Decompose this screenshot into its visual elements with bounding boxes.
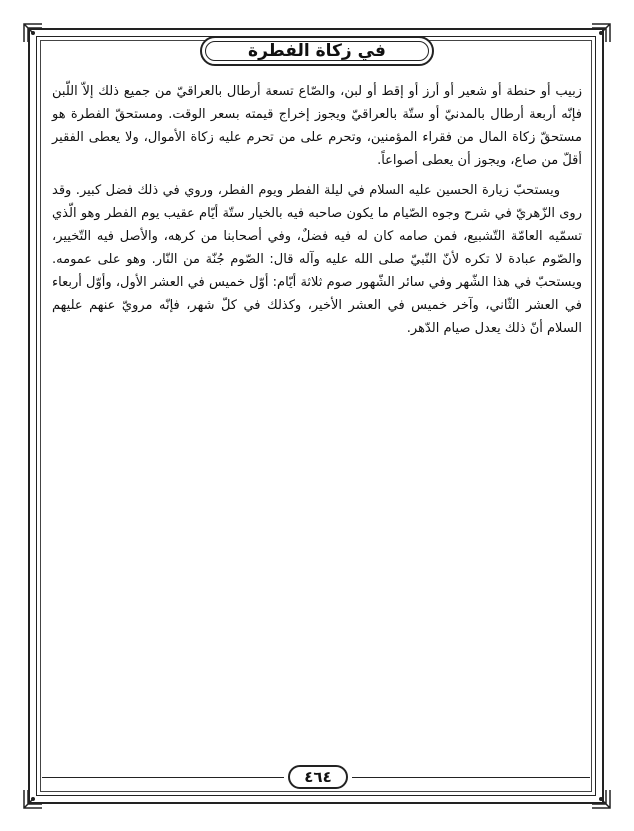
chapter-title-cartouche: [200, 36, 434, 66]
corner-ornament-top-left: [22, 22, 44, 44]
paragraph-1: زبيب أو حنطة أو شعير أو أرز أو إقط أو لبن، والصّاع تسعة أرطال بالعراقيّ من جميع ذلك إلاّ اللّبن فإنّه أربعة أرطال بالمدنيّ أو ستّة بالعراقيّ ويجوز إخراج قيمته بسعر الوقت. ومستحقّ الفطرة هو مستحقّ زكاة المال من فقراء المؤمنين، وتحرم على من تحرم عليه زكاة الأموال، ولا يعطى الفقير أقلّ من صاع، ويجوز أن يعطى أصواعاً.: [52, 84, 582, 168]
main-text: [52, 80, 582, 340]
page-number-cartouche: [288, 765, 348, 789]
footer-rule-right: [352, 777, 590, 778]
corner-ornament-top-right: [590, 22, 612, 44]
page-number: ٤٦٤: [304, 768, 332, 786]
paragraph-2: ويستحبّ زيارة الحسين عليه السلام في ليلة الفطر ويوم الفطر، وروي في ذلك فضل كبير. وقد روى الزّهريّ في شرح وجوه الصّيام ما يكون صاحبه فيه بالخيار ستّة أيّام عقيب يوم الفطر وهو الّذي تسمّيه العامّة التّشبيع، فمن صامه كان له فيه فضلٌ، وفي أصحابنا من كرهه، والأصل فيه التّخيير، والصّوم عبادة لا تكره لأنّ النّبيّ صلى الله عليه وآله قال: الصّوم جُنّة من النّار. وهو على عمومه. ويستحبّ في هذا الشّهر وفي سائر الشّهور صوم ثلاثة أيّام: أوّل خميس في العشر الأول، وأوّل أربعاء في العشر الثّاني، وآخر خميس في العشر الأخير، وكذلك في كلّ شهر، فإنّه مرويّ عنهم عليهم السلام أنّ ذلك يعدل صيام الدّهر.: [52, 183, 582, 336]
corner-ornament-bottom-right: [590, 788, 612, 810]
corner-ornament-bottom-left: [22, 788, 44, 810]
chapter-title: في زكاة الفطرة: [248, 41, 386, 61]
footer-rule-left: [42, 777, 284, 778]
